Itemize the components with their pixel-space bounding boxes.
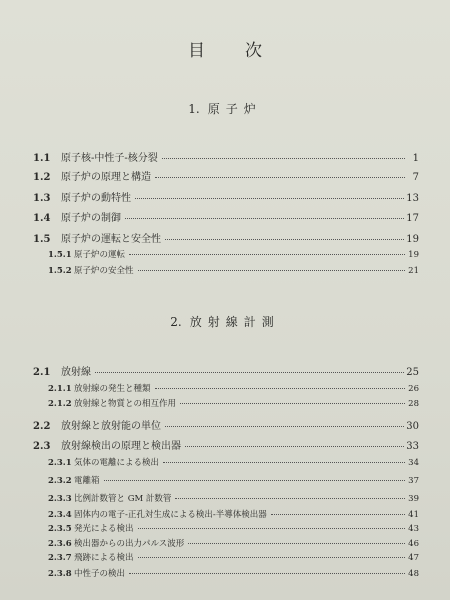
toc-entry bbox=[33, 363, 419, 378]
section-title: 原子核-中性子-核分裂 bbox=[61, 153, 158, 164]
dot-leader bbox=[104, 479, 405, 481]
dot-leader bbox=[155, 387, 405, 389]
section-number: 2.3 bbox=[33, 441, 51, 452]
toc-entry bbox=[33, 168, 419, 183]
toc-entry bbox=[33, 417, 419, 432]
dot-leader bbox=[129, 572, 405, 574]
toc-entry bbox=[48, 264, 419, 276]
toc-entry bbox=[33, 149, 419, 164]
section-number: 2.3.6 bbox=[48, 539, 72, 549]
section-title: 原子炉の運転 bbox=[74, 250, 126, 260]
chapter-title: 放射線計測 bbox=[189, 315, 280, 329]
toc-entry bbox=[33, 189, 419, 204]
page-number: 48 bbox=[408, 569, 419, 579]
dot-leader bbox=[155, 176, 405, 178]
toc-title: 目次 bbox=[188, 41, 302, 61]
section-title: 放射線と物質との相互作用 bbox=[74, 399, 177, 409]
section-number: 1.5 bbox=[33, 234, 51, 245]
toc-entry bbox=[48, 508, 419, 520]
section-number: 1.2 bbox=[33, 172, 51, 183]
section-title: 放射線と放射能の単位 bbox=[61, 421, 161, 432]
section-number: 1.4 bbox=[33, 213, 51, 224]
dot-leader bbox=[271, 513, 405, 515]
page-number: 25 bbox=[406, 367, 419, 378]
section-number: 2.1 bbox=[33, 367, 51, 378]
section-number: 2.3.3 bbox=[48, 494, 72, 504]
toc-entry bbox=[48, 248, 419, 260]
section-number: 1.5.2 bbox=[48, 266, 72, 276]
dot-leader bbox=[188, 542, 405, 544]
dot-leader bbox=[165, 238, 404, 240]
page-number: 33 bbox=[406, 441, 419, 452]
page-number: 37 bbox=[408, 476, 419, 486]
dot-leader bbox=[138, 269, 405, 271]
toc-entry bbox=[33, 437, 419, 452]
page-number: 41 bbox=[408, 510, 419, 520]
toc-entry bbox=[48, 397, 419, 409]
chapter-heading bbox=[0, 100, 450, 117]
page-number: 26 bbox=[408, 384, 419, 394]
page-number: 1 bbox=[412, 153, 419, 164]
page-number: 21 bbox=[408, 266, 419, 276]
section-number: 2.3.5 bbox=[48, 524, 72, 534]
section-title: 放射線の発生と種類 bbox=[74, 384, 151, 394]
section-number: 2.3.4 bbox=[48, 510, 72, 520]
section-title: 原子炉の原理と構造 bbox=[61, 172, 151, 183]
dot-leader bbox=[138, 527, 405, 529]
dot-leader bbox=[125, 217, 404, 219]
page-number: 39 bbox=[408, 494, 419, 504]
dot-leader bbox=[165, 425, 404, 427]
dot-leader bbox=[163, 461, 405, 463]
chapter-title: 原子炉 bbox=[207, 102, 262, 116]
section-number: 2.1.1 bbox=[48, 384, 72, 394]
section-number: 2.3.8 bbox=[48, 569, 72, 579]
page-number: 30 bbox=[406, 421, 419, 432]
page-number: 46 bbox=[408, 539, 419, 549]
page-number: 19 bbox=[406, 234, 419, 245]
toc-entry bbox=[48, 492, 419, 504]
toc-entry bbox=[48, 522, 419, 534]
section-title: 放射線 bbox=[61, 367, 91, 378]
dot-leader bbox=[129, 253, 405, 255]
section-title: 固体内の電子-正孔対生成による検出-半導体検出器 bbox=[74, 510, 267, 520]
section-title: 気体の電離による検出 bbox=[74, 458, 160, 468]
dot-leader bbox=[138, 556, 405, 558]
dot-leader bbox=[162, 157, 405, 159]
section-number: 2.3.2 bbox=[48, 476, 72, 486]
page-number: 13 bbox=[406, 193, 419, 204]
toc-entry bbox=[33, 230, 419, 245]
page-number: 47 bbox=[408, 553, 419, 563]
page-number: 34 bbox=[408, 458, 419, 468]
chapter-number: 2. bbox=[170, 315, 182, 329]
toc-entry bbox=[48, 537, 419, 549]
section-number: 2.1.2 bbox=[48, 399, 72, 409]
section-number: 2.2 bbox=[33, 421, 51, 432]
section-title: 放射線検出の原理と検出器 bbox=[61, 441, 181, 452]
section-number: 1.3 bbox=[33, 193, 51, 204]
page-number: 17 bbox=[406, 213, 419, 224]
toc-entry bbox=[33, 209, 419, 224]
dot-leader bbox=[135, 197, 404, 199]
toc-entry bbox=[48, 456, 419, 468]
section-number: 2.3.1 bbox=[48, 458, 72, 468]
section-number: 1.5.1 bbox=[48, 250, 72, 260]
page-number: 19 bbox=[408, 250, 419, 260]
section-title: 原子炉の制御 bbox=[61, 213, 121, 224]
section-title: 飛跡による検出 bbox=[74, 553, 134, 563]
toc-entry bbox=[48, 474, 419, 486]
toc-entry bbox=[48, 551, 419, 563]
section-title: 検出器からの出力パルス波形 bbox=[74, 539, 185, 549]
chapter-heading bbox=[0, 313, 450, 330]
toc-entry bbox=[48, 567, 419, 579]
page-number: 28 bbox=[408, 399, 419, 409]
section-title: 原子炉の動特性 bbox=[61, 193, 131, 204]
section-title: 中性子の検出 bbox=[74, 569, 126, 579]
dot-leader bbox=[175, 497, 405, 499]
section-title: 原子炉の安全性 bbox=[74, 266, 134, 276]
section-title: 電離箱 bbox=[74, 476, 100, 486]
section-title: 発光による検出 bbox=[74, 524, 134, 534]
chapter-number: 1. bbox=[188, 102, 200, 116]
dot-leader bbox=[95, 371, 404, 373]
dot-leader bbox=[180, 402, 405, 404]
dot-leader bbox=[185, 445, 404, 447]
section-title: 比例計数管と GM 計数管 bbox=[74, 494, 172, 504]
section-number: 2.3.7 bbox=[48, 553, 72, 563]
toc-entry bbox=[48, 382, 419, 394]
section-number: 1.1 bbox=[33, 153, 51, 164]
page-number: 43 bbox=[408, 524, 419, 534]
page-number: 7 bbox=[412, 172, 419, 183]
section-title: 原子炉の運転と安全性 bbox=[61, 234, 161, 245]
